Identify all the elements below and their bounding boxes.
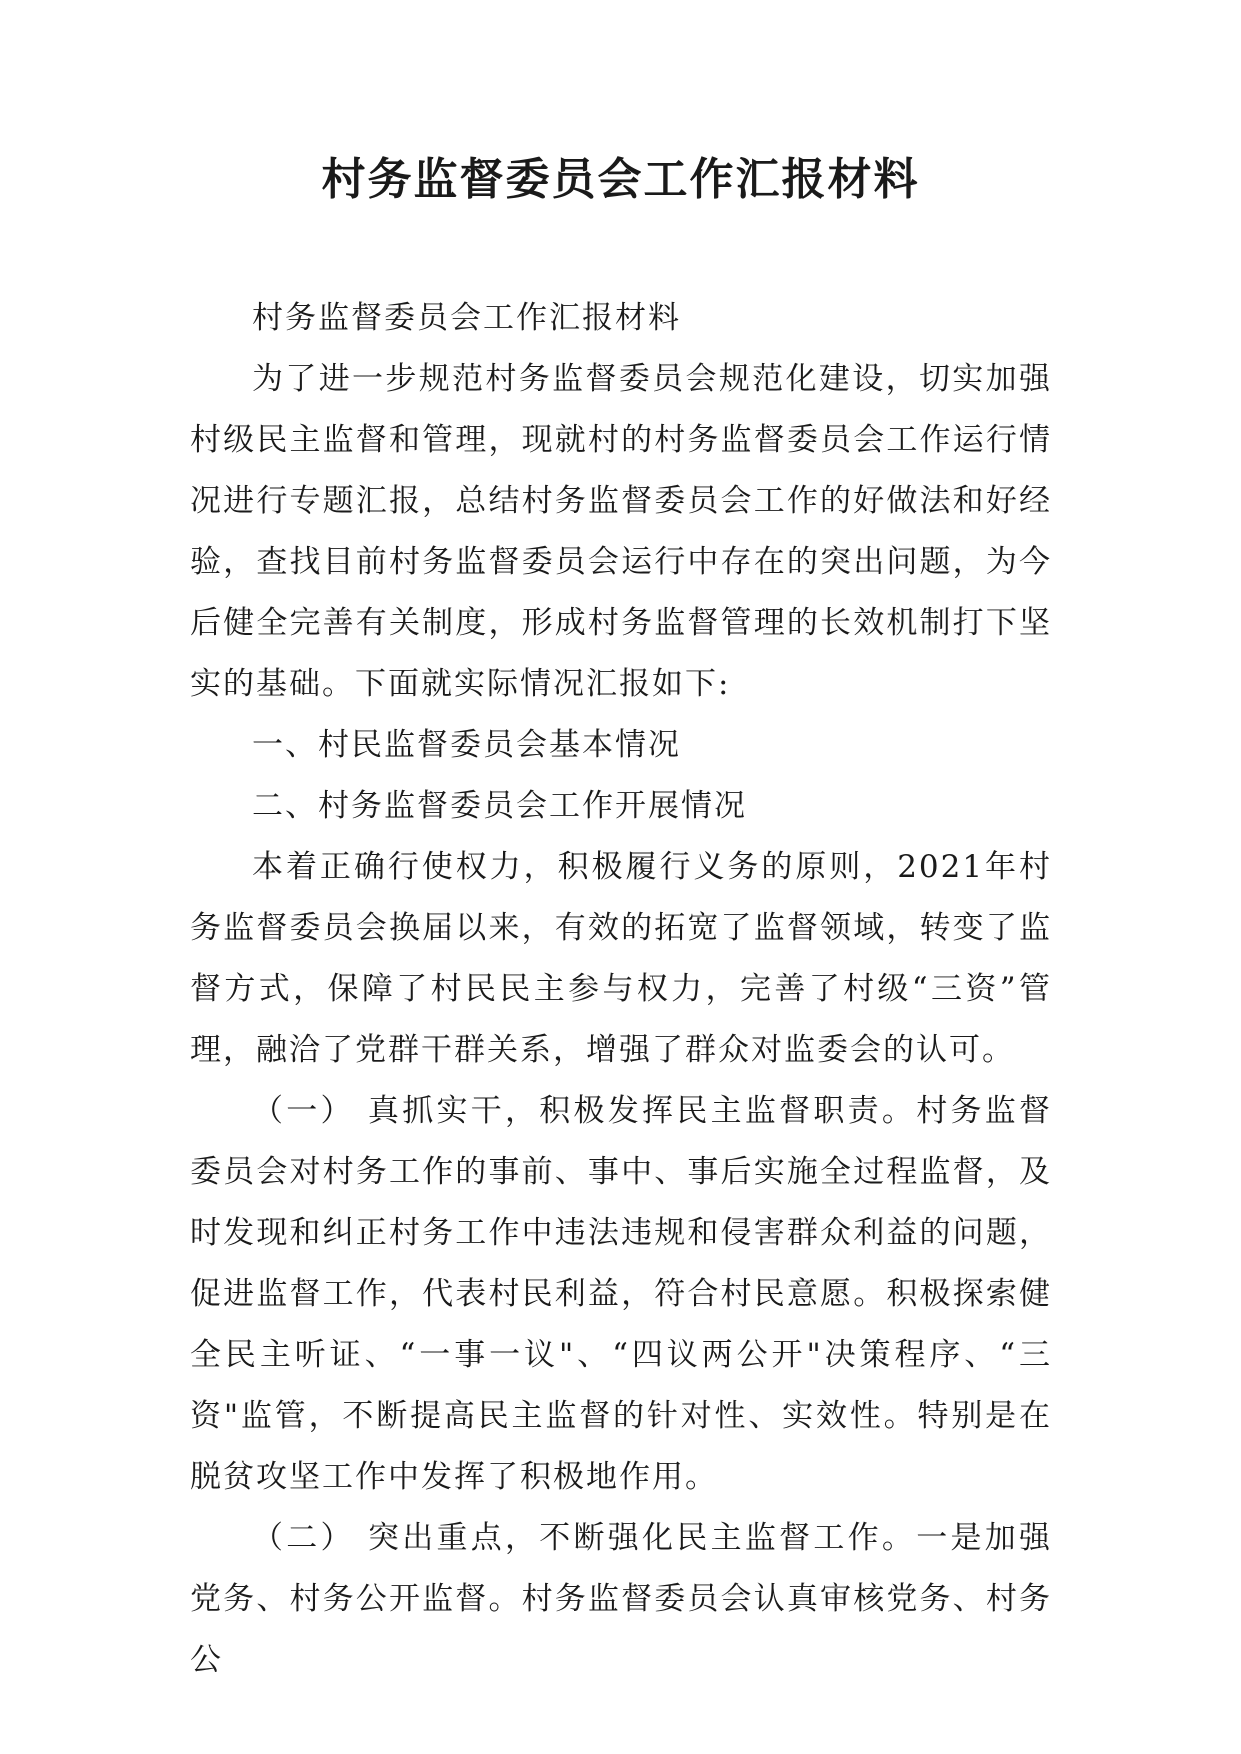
paragraph-subsection-one: （一） 真抓实干，积极发挥民主监督职责。村务监督委员会对村务工作的事前、事中、事后实施全过程监督，及时发现和纠正村务工作中违法违规和侵害群众利益的问题，促进监督工作，代表村民利益，符合村民意愿。积极探索健全民主听证、“一事一议"、“四议两公开"决策程序、“三资"监管，不断提高民主监督的针对性、实效性。特别是在脱贫攻坚工作中发挥了积极地作用。 <box>190 1093 1052 1495</box>
paragraph-introduction: 为了进一步规范村务监督委员会规范化建设，切实加强村级民主监督和管理，现就村的村务监督委员会工作运行情况进行专题汇报，总结村务监督委员会工作的好做法和好经验，查找目前村务监督委员会运行中存在的突出问题，为今后健全完善有关制度，形成村务监督管理的长效机制打下坚实的基础。下面就实际情况汇报如下: <box>190 361 1052 702</box>
section-heading-work-progress: 二、村务监督委员会工作开展情况 <box>252 788 747 824</box>
paragraph-subsection-two: （二） 突出重点，不断强化民主监督工作。一是加强党务、村务公开监督。村务监督委员会认真审核党务、村务公 <box>190 1520 1052 1678</box>
document-body <box>190 288 1052 1691</box>
document-title: 村务监督委员会工作汇报材料 <box>321 154 920 205</box>
paragraph-heading-repeat: 村务监督委员会工作汇报材料 <box>252 300 681 336</box>
section-heading-basic-situation: 一、村民监督委员会基本情况 <box>252 727 681 763</box>
paragraph-work-overview: 本着正确行使权力，积极履行义务的原则，2021年村务监督委员会换届以来，有效的拓宽了监督领域，转变了监督方式，保障了村民民主参与权力，完善了村级“三资”管理，融洽了党群干群关系，增强了群众对监委会的认可。 <box>190 849 1052 1068</box>
